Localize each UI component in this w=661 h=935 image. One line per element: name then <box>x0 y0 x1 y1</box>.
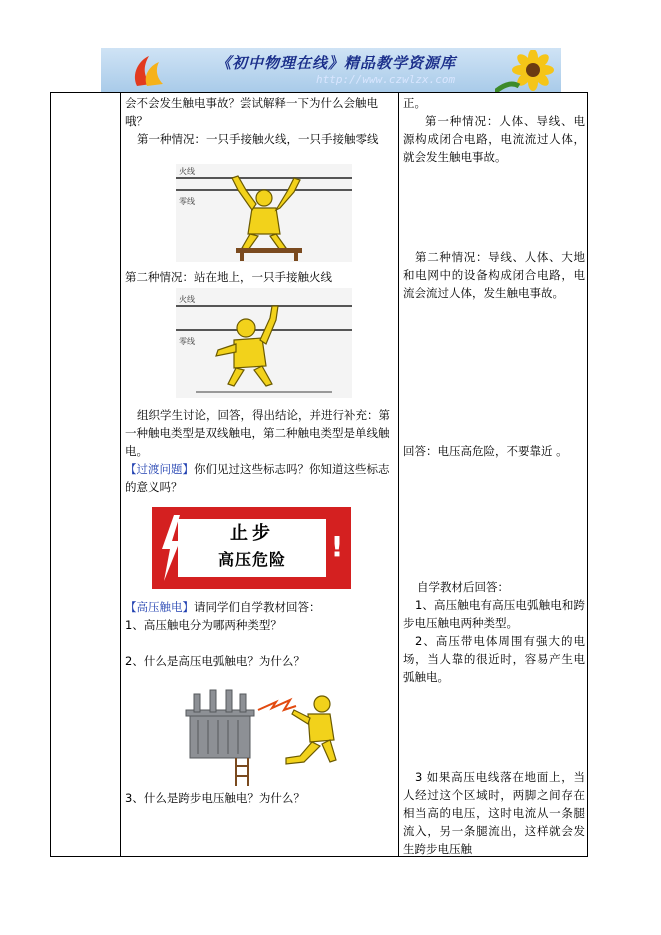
question-1: 1、高压触电分为哪两种类型？ <box>125 618 282 632</box>
self-study-heading: 自学教材后回答： <box>417 580 509 594</box>
question-2: 2、什么是高压电弧触电？为什么？ <box>125 654 305 668</box>
sign-exclamation: ! <box>330 530 344 563</box>
arc-shock-figure <box>180 680 356 786</box>
hv-text: 请同学们自学教材回答： <box>194 600 321 614</box>
fig2-live-label: 火线 <box>179 295 195 304</box>
discussion-text: 组织学生讨论，回答，得出结论，并进行补充：第一种触电类型是双线触电，第二种触电类型是单线触电。 <box>125 408 390 458</box>
hv-intro <box>125 598 395 616</box>
banner-title: 《初中物理在线》精品教学资源库 <box>216 54 457 72</box>
case2-text: 第二种情况：站在地上，一只手接触火线 <box>125 270 332 284</box>
banner-url: http://www.czwlzx.com <box>316 73 456 86</box>
transition-tag: 【过渡问题】 <box>125 462 194 476</box>
case1-text: 第一种情况：一只手接触火线，一只手接触零线 <box>137 132 379 146</box>
sign-line1: 止步 <box>230 523 274 544</box>
hv-tag: 【高压触电】 <box>125 600 194 614</box>
header-banner <box>101 48 561 92</box>
electric-arc-icon <box>258 700 296 710</box>
intro-question: 会不会发生触电事故？尝试解释一下为什么会触电哦？ <box>125 96 378 128</box>
fig1-live-label: 火线 <box>179 167 195 176</box>
sign-answer: 回答：电压高危险，不要靠近 。 <box>403 444 568 458</box>
double-wire-shock-figure <box>176 164 352 262</box>
answer-2: 2、高压带电体周围有强大的电场，当人靠的很近时，容易产生电弧触电。 <box>403 634 585 684</box>
sunflower-icon <box>495 50 555 92</box>
sign-line2: 高压危险 <box>217 550 286 569</box>
single-wire-shock-figure <box>176 288 352 398</box>
answer-1: 1、高压触电有高压电弧触电和跨步电压触电两种类型。 <box>403 598 585 630</box>
case1-answer: 第一种情况：人体、导线、电源构成闭合电路，电流流过人体，就会发生触电事故。 <box>403 114 585 164</box>
question-3: 3、什么是跨步电压触电？为什么？ <box>125 791 305 805</box>
transition-text: 你们见过这些标志吗？你知道这些标志的意义吗？ <box>125 462 390 494</box>
logo-icon <box>129 52 169 90</box>
fig2-neutral-label: 零线 <box>179 337 195 346</box>
case2-answer: 第二种情况：导线、人体、大地和电网中的设备构成闭合电路，电流会流过人体，发生触电事故。 <box>403 250 585 300</box>
answer-3: 3 如果高压电线落在地面上，当人经过这个区域时，两脚之间存在相当高的电压，这时电流从一条腿流入，另一条腿流出，这样就会发生跨步电压触 <box>403 770 585 856</box>
transition-question <box>125 460 395 496</box>
danger-sign <box>152 507 351 589</box>
right-top-text: 正。 <box>403 96 426 110</box>
fig1-neutral-label: 零线 <box>179 197 195 206</box>
